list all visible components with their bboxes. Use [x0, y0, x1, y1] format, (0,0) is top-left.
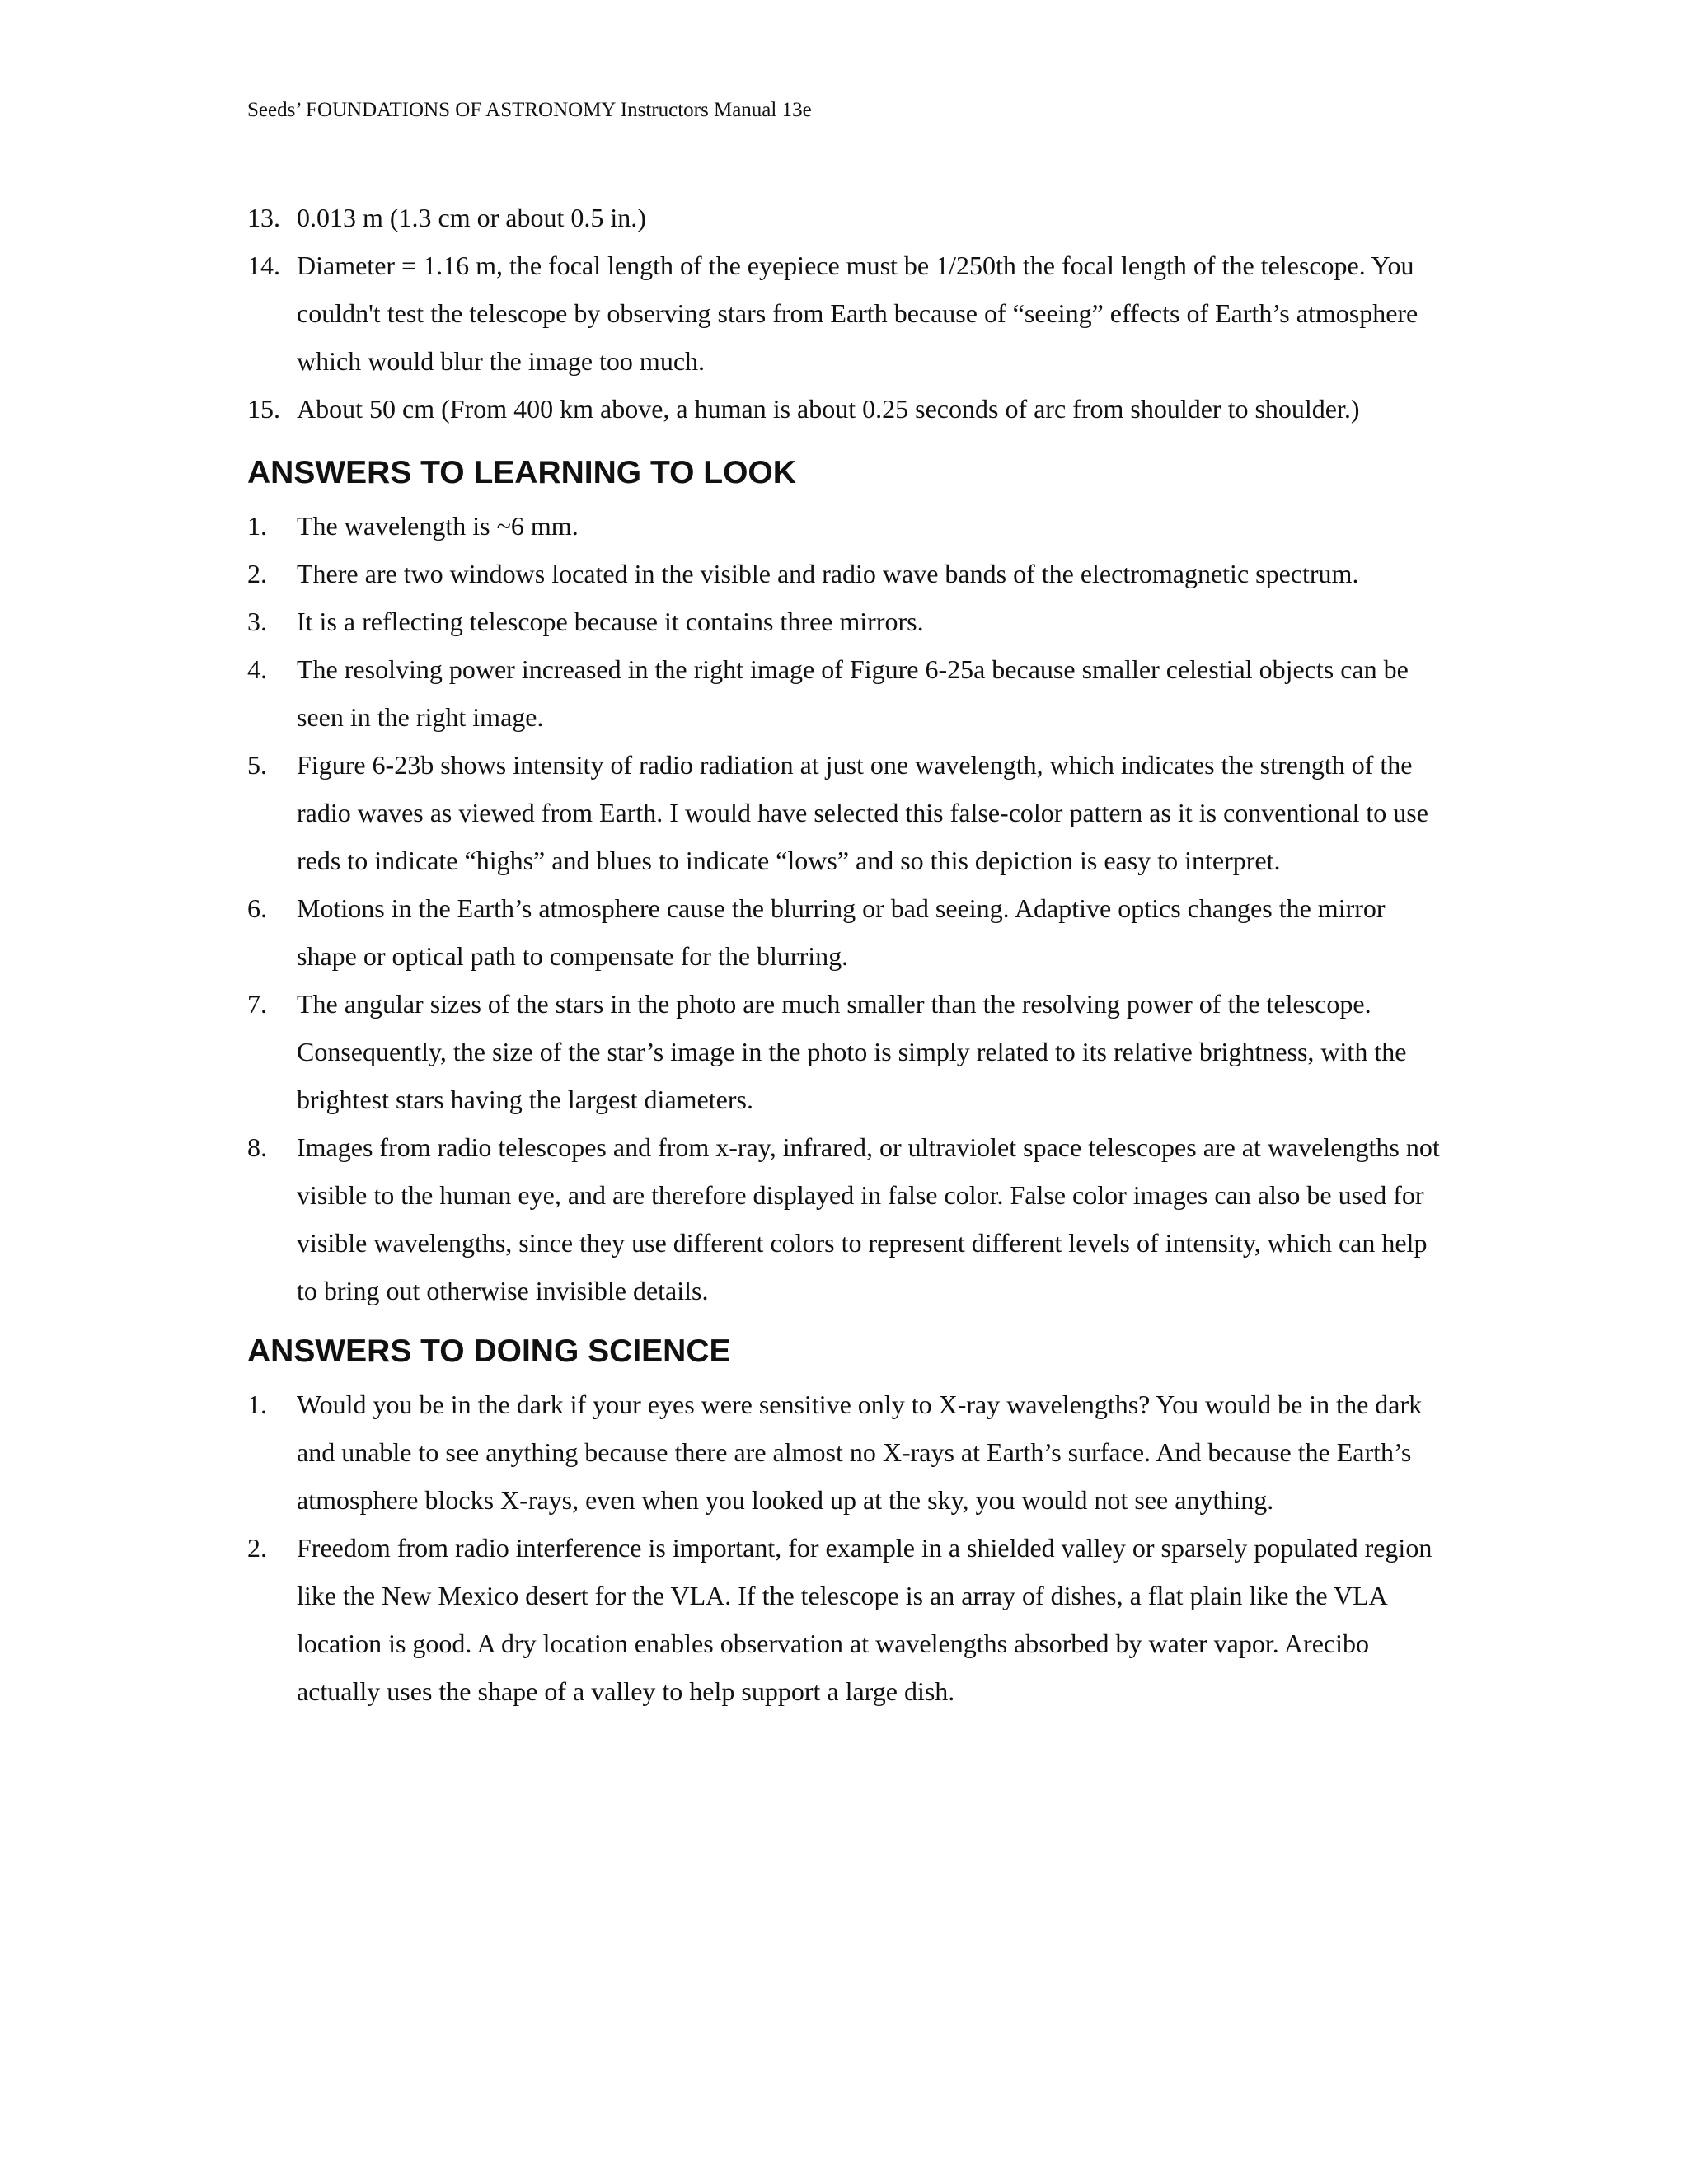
- list-item: [247, 550, 1451, 598]
- item-text: Figure 6-23b shows intensity of radio radiation at just one wavelength, which indicates the strength of the radio waves as viewed from Earth. I would have selected this false-color pattern as it is conventional to use reds to indicate “highs” and blues to indicate “lows” and so this depiction is easy to interpret.: [297, 750, 1428, 875]
- list-item: [247, 741, 1451, 884]
- list-item: [247, 645, 1451, 741]
- item-text: The angular sizes of the stars in the photo are much smaller than the resolving power of the telescope. Consequently, the size of the star’s image in the photo is simply related to its relative brightness, with the brightest stars having the largest diameters.: [297, 989, 1407, 1114]
- item-number: 5.: [247, 750, 267, 780]
- list-item: [247, 502, 1451, 550]
- item-text: Images from radio telescopes and from x-ray, infrared, or ultraviolet space telescopes are at wavelengths not visible to the human eye, and are therefore displayed in false color. False color images can also be used for visible wavelengths, since they use different colors to represent different levels of intensity, which can help to bring out otherwise invisible details.: [297, 1132, 1440, 1305]
- list-item: [247, 385, 1451, 433]
- item-number: 15.: [247, 394, 280, 424]
- list-item: [247, 884, 1451, 980]
- item-text: Motions in the Earth’s atmosphere cause the blurring or bad seeing. Adaptive optics changes the mirror shape or optical path to compensate for the blurring.: [297, 893, 1386, 971]
- list-item: [247, 194, 1451, 241]
- item-text: Diameter = 1.16 m, the focal length of the eyepiece must be 1/250th the focal length of the telescope. You couldn't test the telescope by observing stars from Earth because of “seeing” effects of Earth’s atmosphere which would blur the image too much.: [297, 251, 1418, 376]
- item-number: 3.: [247, 607, 267, 636]
- item-text: About 50 cm (From 400 km above, a human is about 0.25 seconds of arc from shoulder to shoulder.): [297, 394, 1360, 424]
- item-number: 1.: [247, 1390, 267, 1419]
- section-heading-doing-science: ANSWERS TO DOING SCIENCE: [247, 1333, 731, 1369]
- list-item: [247, 241, 1451, 385]
- list-item: [247, 1380, 1451, 1524]
- item-number: 13.: [247, 203, 280, 232]
- learning-to-look-list: [247, 502, 1451, 1315]
- answers-continued-list: [247, 194, 1451, 433]
- item-number: 1.: [247, 511, 267, 541]
- list-item: [247, 1123, 1451, 1315]
- item-number: 2.: [247, 559, 267, 588]
- item-text: The wavelength is ~6 mm.: [297, 511, 579, 541]
- item-text: Would you be in the dark if your eyes were sensitive only to X-ray wavelengths? You would be in the dark and unable to see anything because there are almost no X-rays at Earth’s surface. And because the Earth’s atmosphere blocks X-rays, even when you looked up at the sky, you would not see anything.: [297, 1390, 1423, 1515]
- list-item: [247, 598, 1451, 645]
- item-number: 4.: [247, 654, 267, 684]
- item-number: 6.: [247, 893, 267, 923]
- doing-science-list: [247, 1380, 1451, 1715]
- list-item: [247, 980, 1451, 1123]
- section-heading-learning-to-look: ANSWERS TO LEARNING TO LOOK: [247, 455, 796, 490]
- item-number: 14.: [247, 251, 280, 280]
- item-number: 2.: [247, 1533, 267, 1563]
- running-header: Seeds’ FOUNDATIONS OF ASTRONOMY Instructors Manual 13e: [247, 99, 812, 121]
- item-text: The resolving power increased in the right image of Figure 6-25a because smaller celestial objects can be seen in the right image.: [297, 654, 1409, 732]
- item-number: 7.: [247, 989, 267, 1019]
- list-item: [247, 1524, 1451, 1715]
- page-content: [247, 194, 1451, 1715]
- item-number: 8.: [247, 1132, 267, 1162]
- item-text: 0.013 m (1.3 cm or about 0.5 in.): [297, 203, 646, 232]
- item-text: Freedom from radio interference is important, for example in a shielded valley or sparsely populated region like the New Mexico desert for the VLA. If the telescope is an array of dishes, a flat plain like the VLA location is good. A dry location enables observation at wavelengths absorbed by water vapor. Arecibo actually uses the shape of a valley to help support a large dish.: [297, 1533, 1432, 1706]
- item-text: There are two windows located in the visible and radio wave bands of the electromagnetic spectrum.: [297, 559, 1359, 588]
- item-text: It is a reflecting telescope because it contains three mirrors.: [297, 607, 924, 636]
